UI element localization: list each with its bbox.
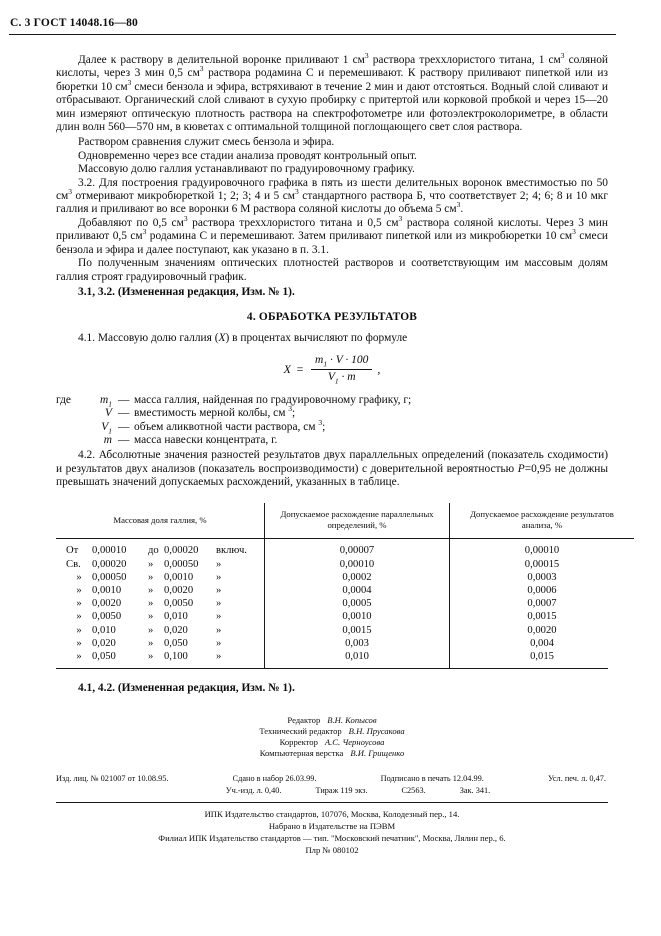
range-high: 0,050 — [164, 637, 188, 649]
range-high: 0,00050 — [164, 558, 199, 570]
credit-name: А.С. Черноусова — [324, 737, 385, 748]
publisher-line: Набрано в Издательстве на ПЭВМ — [268, 820, 396, 831]
range-low: 0,0050 — [92, 611, 122, 623]
imprint-block — [56, 773, 608, 797]
variable-symbol: m — [103, 434, 112, 447]
range-separator: » — [148, 611, 154, 623]
paragraph-4-1 — [56, 332, 608, 345]
section-heading-4: 4. ОБРАБОТКА РЕЗУЛЬТАТОВ — [246, 310, 418, 323]
credit-role: Редактор — [287, 714, 321, 725]
credit-row — [56, 715, 608, 726]
paragraph-mass-fraction — [56, 163, 608, 176]
publisher-line: Филиал ИПК Издательство стандартов — тип. "Московский печатник", Москва, Лялин пер., 6. — [158, 833, 506, 844]
range-separator: » — [148, 651, 154, 663]
range-suffix: » — [216, 611, 222, 623]
formula-fraction — [311, 354, 372, 386]
revision-note-text: 3.1, 3.2. (Измененная редакция, Изм. № 1). — [78, 286, 295, 299]
table-bottom-rule — [56, 668, 608, 669]
range-suffix: » — [216, 571, 222, 583]
range-suffix: » — [216, 598, 222, 610]
variable-definition: масса галлия, найденная по градуировочному графику, г; — [134, 393, 412, 406]
range-separator: » — [148, 598, 154, 610]
range-low: 0,0010 — [92, 585, 122, 597]
credit-row — [56, 737, 608, 748]
table-header-cell: Допускаемое расхождение результатов анализа, % — [450, 503, 635, 539]
range-high: 0,010 — [164, 611, 188, 623]
table-row — [56, 610, 634, 623]
table-cell-range — [56, 584, 265, 597]
range-line — [66, 571, 264, 584]
range-prefix: » — [76, 585, 82, 597]
imprint-print-sheets: Усл. печ. л. 0,47. — [548, 773, 606, 783]
range-low: 0,050 — [92, 651, 116, 663]
paragraph-calibration-curve — [56, 257, 608, 284]
range-suffix: » — [216, 558, 222, 570]
table-cell-parallel: 0,0005 — [265, 597, 450, 610]
formula-variable-list — [56, 394, 608, 448]
table-row — [56, 571, 634, 584]
range-separator: » — [148, 571, 154, 583]
table-cell-parallel: 0,003 — [265, 637, 450, 650]
range-suffix: » — [216, 637, 222, 649]
range-prefix: » — [76, 571, 82, 583]
range-suffix: включ. — [216, 545, 247, 557]
paragraph-3-2 — [56, 177, 608, 217]
table-row — [56, 539, 634, 558]
imprint-row-1 — [56, 773, 608, 785]
table-cell-analysis: 0,00015 — [524, 558, 560, 570]
imprint-row-2 — [56, 785, 608, 797]
formula-numerator: $m_1 \cdot V \cdot 100$ — [311, 354, 372, 370]
range-high: 0,0050 — [164, 598, 194, 610]
variable-symbol: V — [105, 407, 112, 420]
range-separator: » — [148, 624, 154, 636]
imprint-divider — [56, 802, 608, 803]
range-suffix: » — [216, 624, 222, 636]
range-high: 0,100 — [164, 651, 188, 663]
credit-name: В.И. Грищенко — [350, 748, 405, 759]
table-cell-parallel: 0,0010 — [265, 610, 450, 623]
credit-row — [56, 726, 608, 737]
variable-definition: объем аликвотной части раствора, см $^3$; — [134, 418, 326, 433]
paragraph-text: Далее к раствору в делительной воронке приливают 1 $см^3$ раствора треххлористого титана, 1 $см^3$ соляной кислоты, через 3 мин 0,5 $см^3$ раствора родамина С и перемешивают. К раствору приливают пипеткой или из бюретки 10 $см^3$ смеси бензола и эфира, встряхивают в течение 2 мин и дают отстояться. Водный слой сливают и отбрасывают. Органический слой сливают в сухую пробирку с притертой или корковой пробкой и через 15—20 мин измеряют оптическую плотность раствора на спектрофотометре или фотоэлектроколориметре, в области длин волн 560—570 нм, в кюветах с оптимальной толщиной поглощающего свет слоя раствора. — [56, 51, 609, 134]
revision-note-3 — [56, 286, 608, 299]
where-label: где — [56, 393, 71, 406]
credit-role: Технический редактор — [259, 725, 342, 736]
table-cell-range — [56, 539, 265, 558]
page-content — [56, 51, 614, 857]
variable-dash: — — [118, 393, 130, 406]
variable-dash: — — [118, 420, 130, 433]
table-head — [56, 503, 634, 539]
imprint-code: С2563. — [401, 785, 426, 795]
publisher-line: Плр № 080102 — [305, 845, 359, 856]
imprint-publisher-sheets: Уч.-изд. л. 0,40. — [225, 785, 282, 795]
table-cell-range — [56, 610, 265, 623]
formula-lhs: X — [283, 362, 291, 377]
table-cell-analysis: 0,0020 — [527, 624, 557, 636]
credit-name: В.Н. Копысов — [327, 714, 377, 725]
range-prefix: Св. — [66, 558, 81, 570]
table-cell-analysis: 0,0006 — [527, 585, 557, 597]
revision-note-text: 4.1, 4.2. (Измененная редакция, Изм. № 1). — [78, 682, 295, 695]
table-cell-parallel: 0,00007 — [265, 539, 450, 558]
publisher-block — [56, 808, 608, 857]
range-line — [66, 624, 264, 637]
formula-equals: = — [295, 362, 305, 377]
variable-row — [56, 434, 608, 448]
table-cell-range — [56, 558, 265, 571]
formula-trailing-comma: , — [377, 362, 381, 377]
variable-dash: — — [118, 407, 130, 420]
table-row — [56, 637, 634, 650]
paragraph-text: Раствором сравнения служит смесь бензола и эфира. — [78, 136, 335, 149]
table-cell-analysis: 0,0015 — [527, 611, 557, 623]
paragraph-text: 4.1. Массовую долю галлия (X) в процентах вычисляют по формуле — [78, 331, 408, 344]
header-divider — [9, 34, 616, 35]
range-prefix: » — [76, 624, 82, 636]
range-prefix: От — [66, 545, 79, 557]
range-line — [66, 637, 264, 650]
variable-dash: — — [118, 434, 130, 447]
publisher-line: ИПК Издательство стандартов, 107076, Москва, Колодезный пер., 14. — [204, 808, 460, 819]
range-prefix: » — [76, 598, 82, 610]
table-cell-parallel: 0,0002 — [265, 571, 450, 584]
table-cell-analysis: 0,0003 — [527, 571, 557, 583]
table-row — [56, 597, 634, 610]
table-row — [56, 650, 634, 668]
imprint-signed: Подписано в печать 12.04.99. — [380, 773, 484, 783]
paragraph-text: Одновременно через все стадии анализа проводят контрольный опыт. — [78, 149, 417, 162]
range-suffix: » — [216, 585, 222, 597]
variable-symbol: $V_1$ — [101, 420, 112, 436]
range-line — [66, 597, 264, 610]
range-high: 0,0010 — [164, 571, 194, 583]
range-low: 0,0020 — [92, 598, 122, 610]
table-cell-analysis: 0,004 — [530, 637, 554, 649]
range-line — [66, 650, 264, 663]
imprint-license: Изд. лиц. № 021007 от 10.08.95. — [56, 773, 169, 783]
variable-row — [56, 394, 608, 408]
credit-role: Компьютерная верстка — [259, 748, 344, 759]
range-low: 0,00050 — [92, 571, 127, 583]
imprint-circulation: Тираж 119 экз. — [315, 785, 368, 795]
table-header-cell: Массовая доля галлия, % — [56, 503, 265, 539]
credit-name: В.Н. Прусакова — [348, 725, 405, 736]
table-body — [56, 539, 634, 668]
paragraph-text: 4.2. Абсолютные значения разностей результатов двух параллельных определений (показатель сходимости) и результатов двух анализов (показатель воспроизводимости) с доверительной вероятностью P=0,95 не должны превышать значений допускаемых расхождений, указанных в таблице. — [56, 449, 608, 488]
table-cell-range — [56, 597, 265, 610]
range-separator: » — [148, 637, 154, 649]
table-cell-range — [56, 637, 265, 650]
paragraph-control-experiment — [56, 150, 608, 163]
table-row — [56, 584, 634, 597]
variable-row — [56, 404, 608, 421]
table-cell-analysis: 0,00010 — [524, 545, 560, 557]
table-cell-parallel: 0,0015 — [265, 624, 450, 637]
page-header: С. 3 ГОСТ 14048.16—80 — [10, 17, 138, 29]
table-header-row — [56, 503, 634, 539]
table-cell-parallel: 0,0004 — [265, 584, 450, 597]
range-prefix: » — [76, 651, 82, 663]
range-line — [66, 584, 264, 597]
table-cell-parallel: 0,010 — [265, 650, 450, 668]
range-low: 0,00010 — [92, 545, 127, 557]
imprint-order: Зак. 341. — [459, 785, 491, 795]
tolerance-table — [56, 503, 634, 668]
paragraph-text: Массовую долю галлия устанавливают по градуировочному графику. — [78, 163, 415, 176]
paragraph-3-1-continued — [56, 51, 609, 135]
formula-denominator: $V_1 \cdot m$ — [327, 371, 356, 386]
paragraph-text: Добавляют по 0,5 $см^3$ раствора треххлористого титана и 0,5 $см^3$ раствора соляной кислоты. Через 3 мин приливают 0,5 $см^3$ родамина С и перемешивают. Затем приливают пипеткой или из микробюретки 10 $см^3$ смеси бензола и эфира и далее поступают, как указано в п. 3.1. — [56, 214, 608, 256]
range-line — [66, 544, 264, 557]
paragraph-add-titanium — [56, 214, 608, 257]
range-separator: до — [148, 545, 159, 557]
range-high: 0,0020 — [164, 585, 194, 597]
range-separator: » — [148, 558, 154, 570]
range-low: 0,020 — [92, 637, 116, 649]
table-cell-range — [56, 650, 265, 668]
range-suffix: » — [216, 651, 222, 663]
range-low: 0,010 — [92, 624, 116, 636]
table-cell-range — [56, 624, 265, 637]
table-row — [56, 624, 634, 637]
range-high: 0,00020 — [164, 545, 199, 557]
range-prefix: » — [76, 611, 82, 623]
table-header-cell: Допускаемое расхождение параллельных определений, % — [265, 503, 450, 539]
formula-mass-fraction — [56, 354, 608, 386]
range-high: 0,020 — [164, 624, 188, 636]
range-line — [66, 610, 264, 623]
credit-row — [56, 748, 608, 759]
variable-definition: масса навески концентрата, г. — [134, 434, 278, 447]
paragraph-4-2 — [56, 449, 608, 489]
table-cell-parallel: 0,00010 — [265, 558, 450, 571]
credits-block — [56, 715, 608, 760]
table-row — [56, 558, 634, 571]
table-cell-analysis: 0,015 — [530, 651, 554, 663]
range-separator: » — [148, 585, 154, 597]
table-cell-range — [56, 571, 265, 584]
imprint-submitted: Сдано в набор 26.03.99. — [232, 773, 317, 783]
table-cell-analysis: 0,0007 — [527, 598, 557, 610]
variable-definition: вместимость мерной колбы, см $^3$; — [134, 404, 296, 420]
revision-note-4 — [56, 682, 608, 695]
paragraph-text: По полученным значениям оптических плотностей растворов и соответствующим им массовым долям галлия строят градуировочный график. — [56, 257, 608, 283]
range-line — [66, 558, 264, 571]
range-prefix: » — [76, 637, 82, 649]
variable-row — [56, 418, 608, 436]
paragraph-text: 3.2. Для построения градуировочного графика в пять из шести делительных воронок вместимостью по 50 $см^3$ отмеривают микробюреткой 1; 2; 3; 4 и 5 $см^3$ стандартного раствора Б, что соответствует 2; 4; 6; 8 и 10 мкг галлия и приливают во все воронки 6 М раствора соляной кислоты до объема 5 $см^3$. — [56, 176, 608, 216]
range-low: 0,00020 — [92, 558, 127, 570]
paragraph-reference-solution — [56, 136, 608, 149]
variable-symbol: $m_1$ — [100, 393, 112, 408]
credit-role: Корректор — [279, 737, 318, 748]
